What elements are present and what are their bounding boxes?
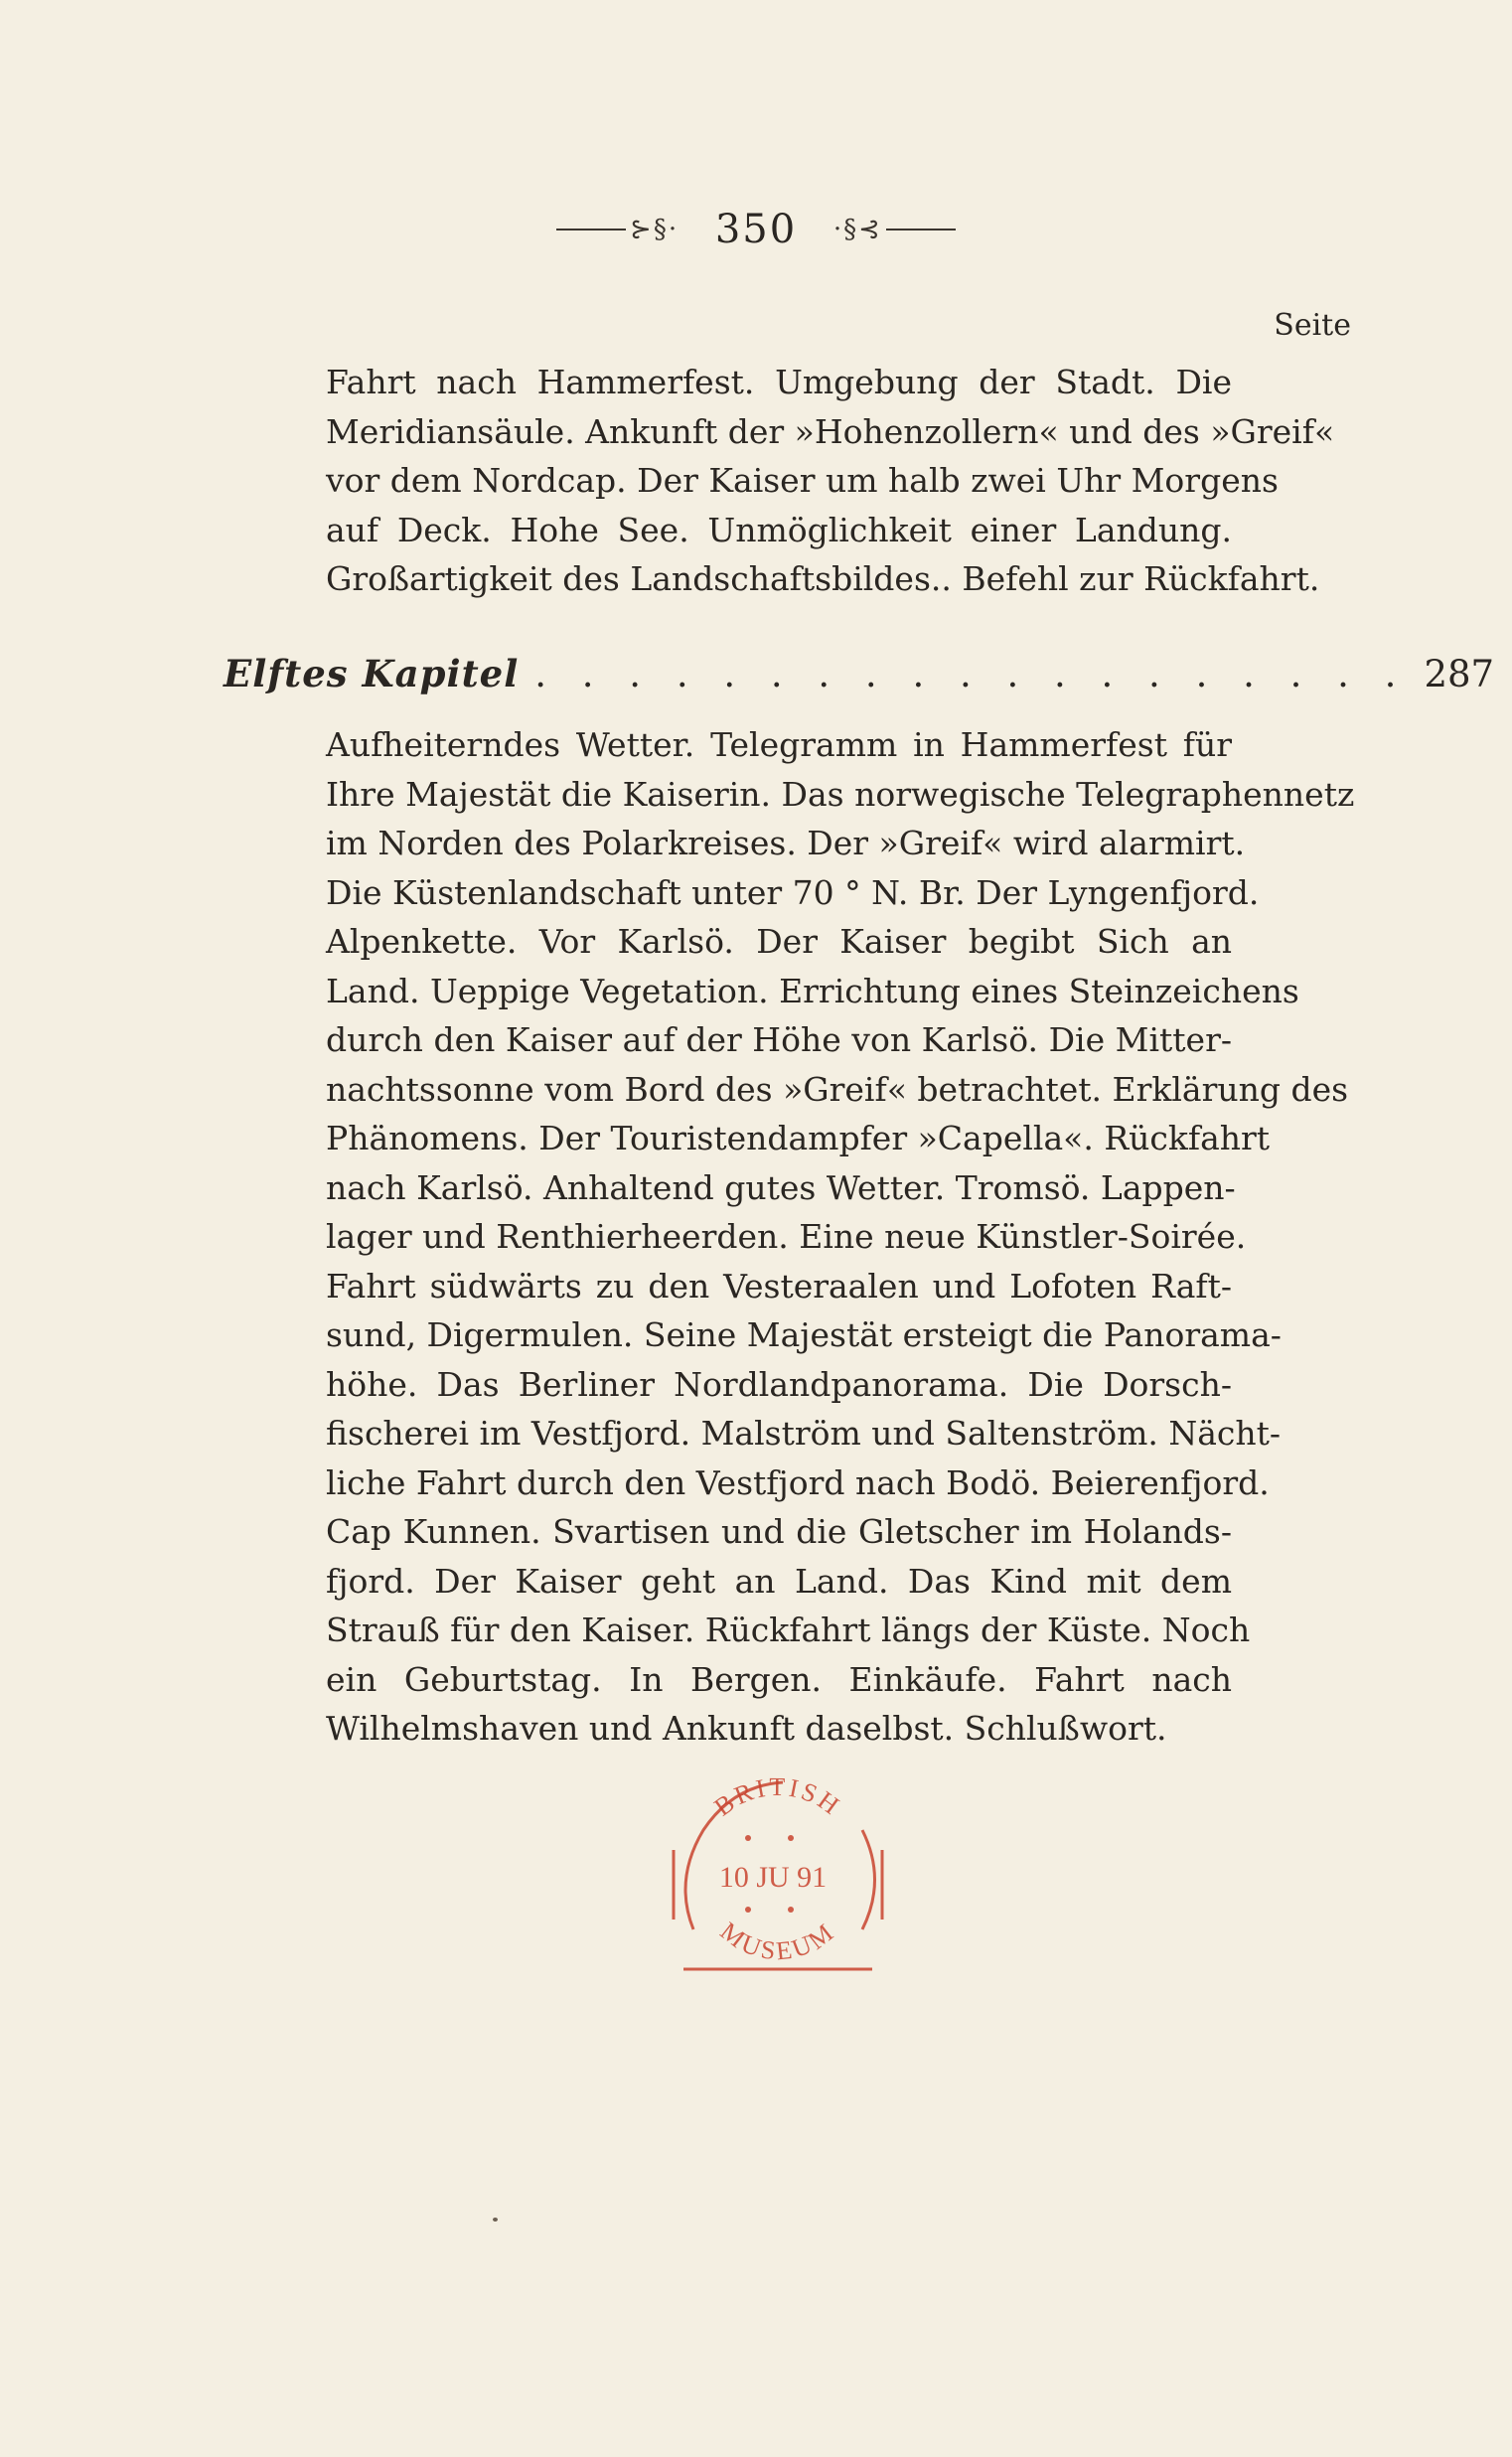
summary-line: liche Fahrt durch den Vestfjord nach Bodö. Beierenfjord. xyxy=(326,1462,1270,1502)
page-header xyxy=(0,204,1512,252)
summary-chapter xyxy=(326,720,1355,1754)
stamp-dot xyxy=(745,1835,751,1841)
summary-line: durch den Kaiser auf der Höhe von Karlsö. Die Mitter- xyxy=(326,1020,1232,1059)
stamp-date: 10 JU 91 xyxy=(718,1861,828,1894)
summary-line: im Norden des Polarkreises. Der »Greif« wird alarmirt. xyxy=(326,824,1246,862)
summary-line: Phänomens. Der Touristendampfer »Capella«. Rückfahrt xyxy=(326,1119,1271,1157)
summary-previous-chapter xyxy=(326,358,1335,604)
header-rule-left xyxy=(556,229,626,230)
summary-line: Strauß für den Kaiser. Rückfahrt längs der Küste. Noch xyxy=(326,1611,1251,1649)
summary-line: Alpenkette. Vor Karlsö. Der Kaiser begibt Sich an xyxy=(326,922,1232,961)
stamp-bottom-text: MUSEUM xyxy=(714,1916,841,1966)
page-number: 350 xyxy=(714,207,798,252)
stamp-dot xyxy=(745,1907,751,1913)
stamp-top-text: BRITISH xyxy=(708,1771,847,1822)
summary-line: Wilhelmshaven und Ankunft daselbst. Schlußwort. xyxy=(326,1709,1167,1748)
summary-line: nach Karlsö. Anhaltend gutes Wetter. Tromsö. Lappen- xyxy=(326,1167,1236,1207)
chapter-page-number: 287 xyxy=(1424,653,1495,695)
paper-speck xyxy=(493,2218,498,2222)
chapter-title: Elftes Kapitel xyxy=(224,652,520,695)
summary-line: auf Deck. Hohe See. Unmöglichkeit einer Landung. xyxy=(326,510,1232,549)
summary-line: ein Geburtstag. In Bergen. Einkäufe. Fahrt nach xyxy=(326,1659,1232,1699)
summary-line: Ihre Majestät die Kaiserin. Das norwegische Telegraphennetz xyxy=(326,774,1355,814)
summary-line: fjord. Der Kaiser geht an Land. Das Kind mit dem xyxy=(326,1561,1232,1601)
chapter-entry xyxy=(224,652,1495,695)
summary-line: höhe. Das Berliner Nordlandpanorama. Die Dorsch- xyxy=(326,1364,1232,1404)
summary-line: lager und Renthierheerden. Eine neue Künstler-Soirée. xyxy=(326,1217,1247,1256)
library-stamp xyxy=(664,1770,892,1979)
seite-label: Seite xyxy=(1274,308,1351,343)
summary-line: Fahrt südwärts zu den Vesteraalen und Lofoten Raft- xyxy=(326,1266,1232,1305)
header-rule-right xyxy=(886,229,956,230)
summary-line: Cap Kunnen. Svartisen und die Gletscher im Holands- xyxy=(326,1512,1232,1551)
svg-text:MUSEUM xyxy=(715,1917,841,1966)
summary-line: Die Küstenlandschaft unter 70 ° N. Br. Der Lyngenfjord. xyxy=(326,872,1260,912)
chapter-leader-dots: . . . . . . . . . . . . . . . . . . . xyxy=(534,653,1409,695)
ornament-right-icon: ·§⊰ xyxy=(832,215,882,244)
summary-line: Land. Ueppige Vegetation. Errichtung eines Steinzeichens xyxy=(326,971,1299,1010)
summary-line: fischerei im Vestfjord. Malström und Saltenström. Nächt- xyxy=(326,1414,1282,1453)
summary-line: Aufheiterndes Wetter. Telegramm in Hammerfest für xyxy=(326,725,1232,764)
summary-line: vor dem Nordcap. Der Kaiser um halb zwei Uhr Morgens xyxy=(326,461,1279,500)
summary-line: Fahrt nach Hammerfest. Umgebung der Stadt. Die xyxy=(326,363,1232,401)
summary-line: sund, Digermulen. Seine Majestät ersteigt die Panorama- xyxy=(326,1315,1282,1354)
summary-line: Meridiansäule. Ankunft der »Hohenzollern« und des »Greif« xyxy=(326,411,1335,451)
stamp-dot xyxy=(788,1835,794,1841)
ornament-left-icon: ⊱§· xyxy=(630,215,680,244)
stamp-dot xyxy=(788,1907,794,1913)
svg-text:BRITISH xyxy=(709,1772,847,1822)
summary-line: nachtssonne vom Bord des »Greif« betrachtet. Erklärung des xyxy=(326,1069,1349,1109)
summary-line: Großartigkeit des Landschaftsbildes.. Befehl zur Rückfahrt. xyxy=(326,559,1320,598)
